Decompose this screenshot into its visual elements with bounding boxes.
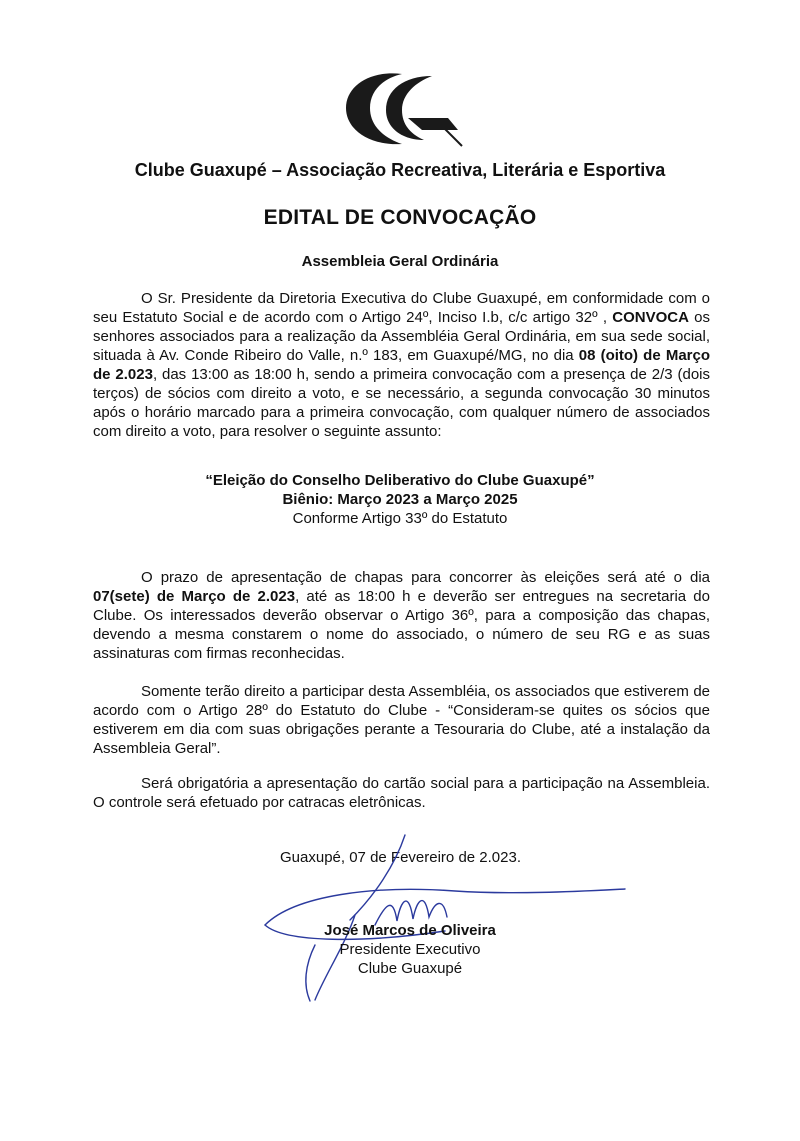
club-logo-cg-icon	[340, 68, 465, 150]
signature-block	[300, 921, 520, 978]
date-line: Guaxupé, 07 de Fevereiro de 2.023.	[280, 849, 521, 866]
subject-line-3: Conforme Artigo 33º do Estatuto	[292, 510, 508, 527]
club-name: Clube Guaxupé – Associação Recreativa, Literária e Esportiva	[134, 160, 666, 180]
signer-name: José Marcos de Oliveira	[324, 922, 496, 939]
document-title: EDITAL DE CONVOCAÇÃO	[263, 206, 537, 229]
paragraph-convocation: O Sr. Presidente da Diretoria Executiva do Clube Guaxupé, em conformidade com o seu Estatuto Social e de acordo com o Artigo 24º, Inciso I.b, c/c artigo 32º , CONVOCA os senhores associados para a realização da Assembléia Geral Ordinária, em sua sede social, situada à Av. Conde Ribeiro do Valle, n.º 183, em Guaxupé/MG, no dia 08 (oito) de Março de 2.023, das 13:00 as 18:00 h, sendo a primeira convocação com a presença de 2/3 (dois terços) de sócios com direito a voto, e se necessário, a segunda convocação 30 minutos após o horário marcado para a primeira convocação, com qualquer número de associados com direito a voto, para resolver o seguinte assunto:	[93, 290, 711, 440]
subject-line-1: “Eleição do Conselho Deliberativo do Clube Guaxupé”	[205, 472, 595, 489]
subject-line-2: Biênio: Março 2023 a Março 2025	[282, 491, 518, 508]
signer-role: Presidente Executivo	[339, 941, 481, 958]
paragraph-eligibility: Somente terão direito a participar desta Assembléia, os associados que estiverem de acordo com o Artigo 28º do Estatuto do Clube - “Consideram-se quites os sócios que estiverem em dia com suas obrigações perante a Tesouraria do Clube, até a instalação da Assembleia Geral”.	[93, 683, 710, 757]
deadline-date-bold: 07(sete) de Março de 2.023	[93, 588, 296, 605]
paragraph-card-requirement: Será obrigatória a apresentação do cartão social para a participação na Assembleia. O controle será efetuado por catracas eletrônicas.	[93, 775, 710, 811]
document-subtitle: Assembleia Geral Ordinária	[301, 253, 499, 270]
meeting-date-bold: 08 (oito) de Março de 2.023	[93, 347, 710, 383]
meeting-subject	[0, 471, 800, 528]
convoca-bold: CONVOCA	[612, 309, 689, 326]
paragraph-deadline: O prazo de apresentação de chapas para concorrer às eleições será até o dia 07(sete) de Março de 2.023, até as 18:00 h e deverão ser entregues na secretaria do Clube. Os interessados deverão observar o Artigo 36º, para a composição das chapas, devendo a mesma constarem o nome do associado, o número de seu RG e as suas assinaturas com firmas reconhecidas.	[93, 569, 710, 662]
signer-org: Clube Guaxupé	[357, 960, 463, 977]
